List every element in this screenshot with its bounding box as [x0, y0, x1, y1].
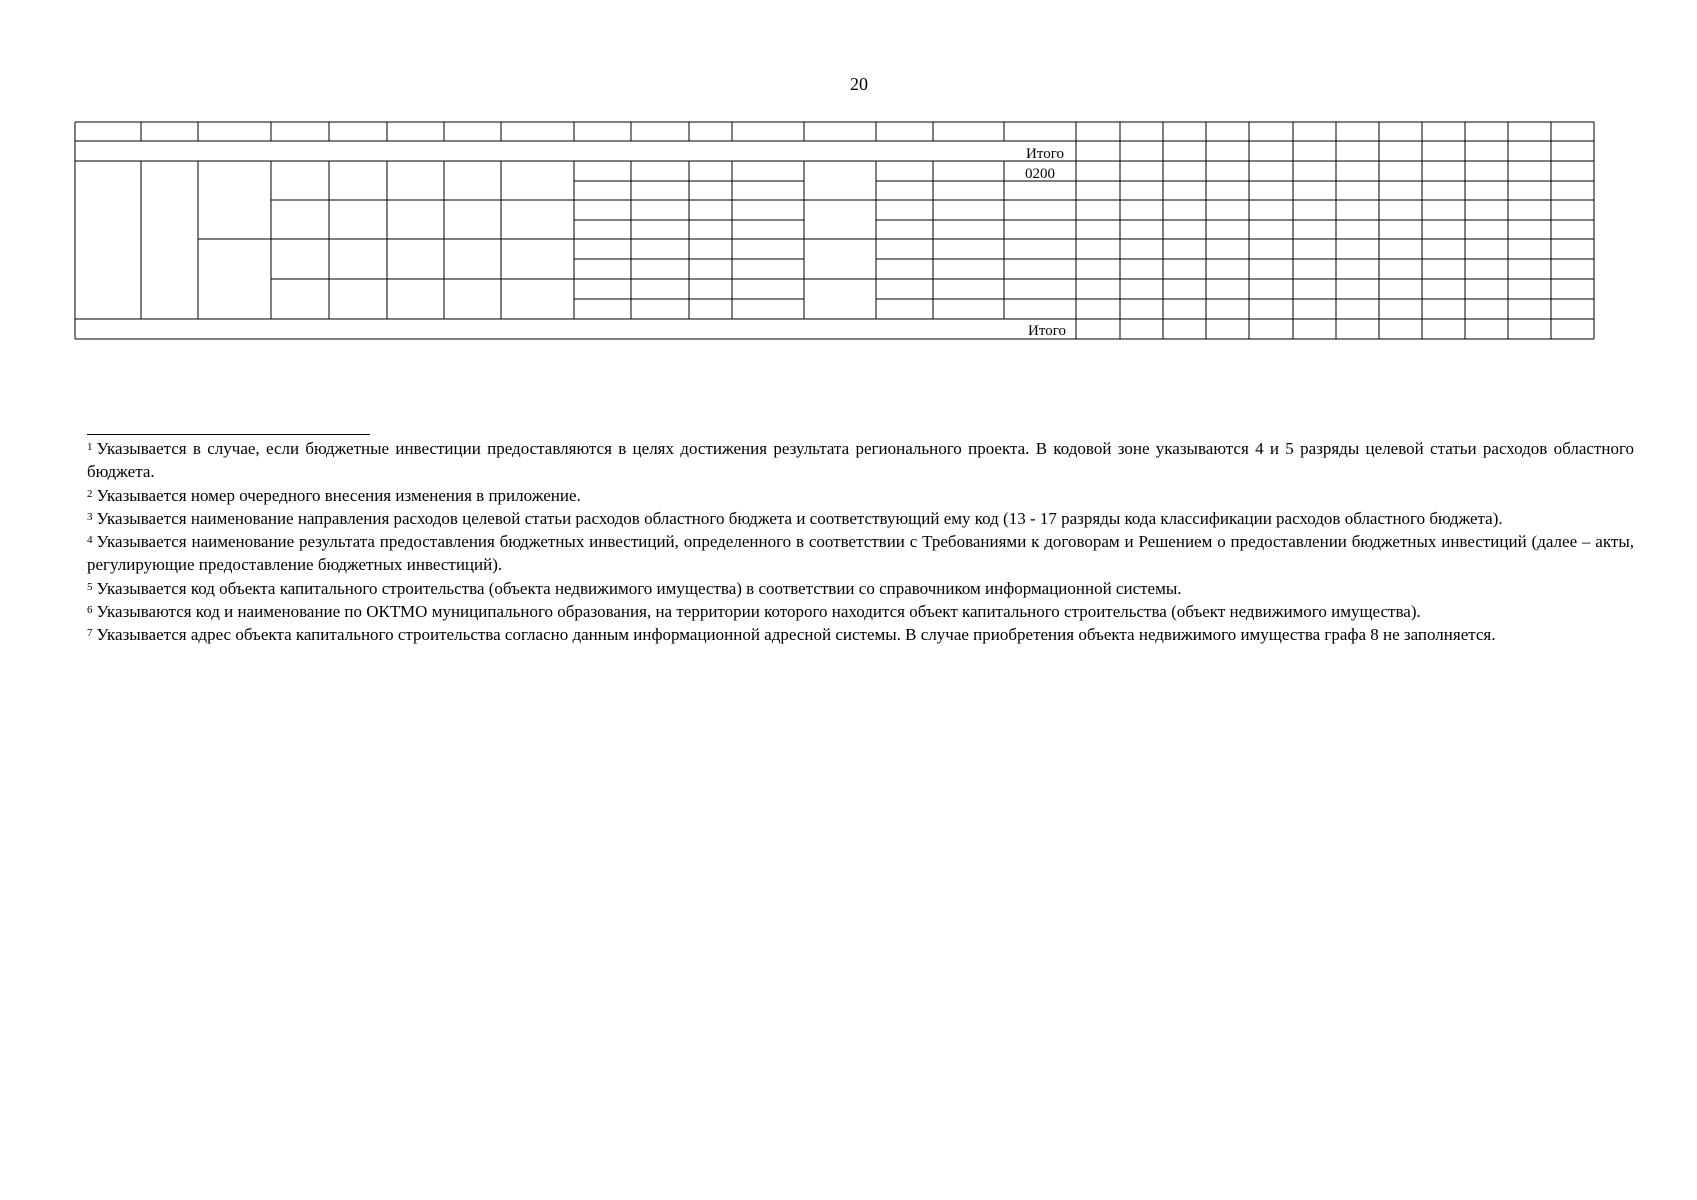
footnote-separator — [87, 434, 370, 435]
footnote-4 — [87, 530, 1634, 577]
footnote-text: Указывается наименование результата предоставления бюджетных инвестиций, определенного в соответствии с Требованиями к договорам и Решением о предоставлении бюджетных инвестиций (далее – акты, регулирующие предоставление бюджетных инвестиций). — [87, 532, 1634, 575]
footnotes — [87, 437, 1634, 647]
footnote-mark: 7 — [87, 627, 93, 640]
footnote-2 — [87, 484, 1634, 507]
page-number: 20 — [850, 74, 868, 94]
table-code-cell: 0200 — [1025, 166, 1055, 182]
footnote-6 — [87, 600, 1634, 623]
footnote-mark: 1 — [87, 441, 93, 453]
footnote-text: Указывается наименование направления расходов целевой статьи расходов областного бюджета и соответствующий ему код (13 - 17 разряды кода классификации расходов областного бюджета). — [96, 508, 1503, 528]
footnote-text: Указывается адрес объекта капитального строительства согласно данным информационной адресной системы. В случае приобретения объекта недвижимого имущества графа 8 не заполняется. — [96, 625, 1496, 645]
footnote-7 — [87, 623, 1634, 646]
table-grid-lines — [75, 122, 1594, 339]
footnote-text: Указываются код и наименование по ОКТМО муниципального образования, на территории которого находится объект капитального строительства (объект недвижимого имущества). — [96, 602, 1421, 622]
footnote-mark: 2 — [87, 487, 93, 500]
footnote-5 — [87, 577, 1634, 600]
footnote-1 — [87, 437, 1634, 484]
table-total-label-top: Итого — [1026, 146, 1064, 162]
footnote-text: Указывается в случае, если бюджетные инвестиции предоставляются в целях достижения результата регионального проекта. В кодовой зоне указываются 4 и 5 разряды целевой статьи расходов областного бюджета. — [87, 439, 1634, 482]
footnote-mark: 4 — [87, 534, 93, 547]
footnote-mark: 6 — [87, 604, 93, 617]
footnote-mark: 5 — [87, 580, 93, 593]
footnote-mark: 3 — [87, 510, 93, 523]
footnote-text: Указывается номер очередного внесения изменения в приложение. — [96, 485, 581, 505]
budget-table — [0, 0, 1697, 400]
table-total-label-bottom: Итого — [1028, 323, 1066, 339]
footnote-3 — [87, 507, 1634, 530]
footnote-text: Указывается код объекта капитального строительства (объекта недвижимого имущества) в соответствии со справочником информационной системы. — [96, 578, 1182, 598]
